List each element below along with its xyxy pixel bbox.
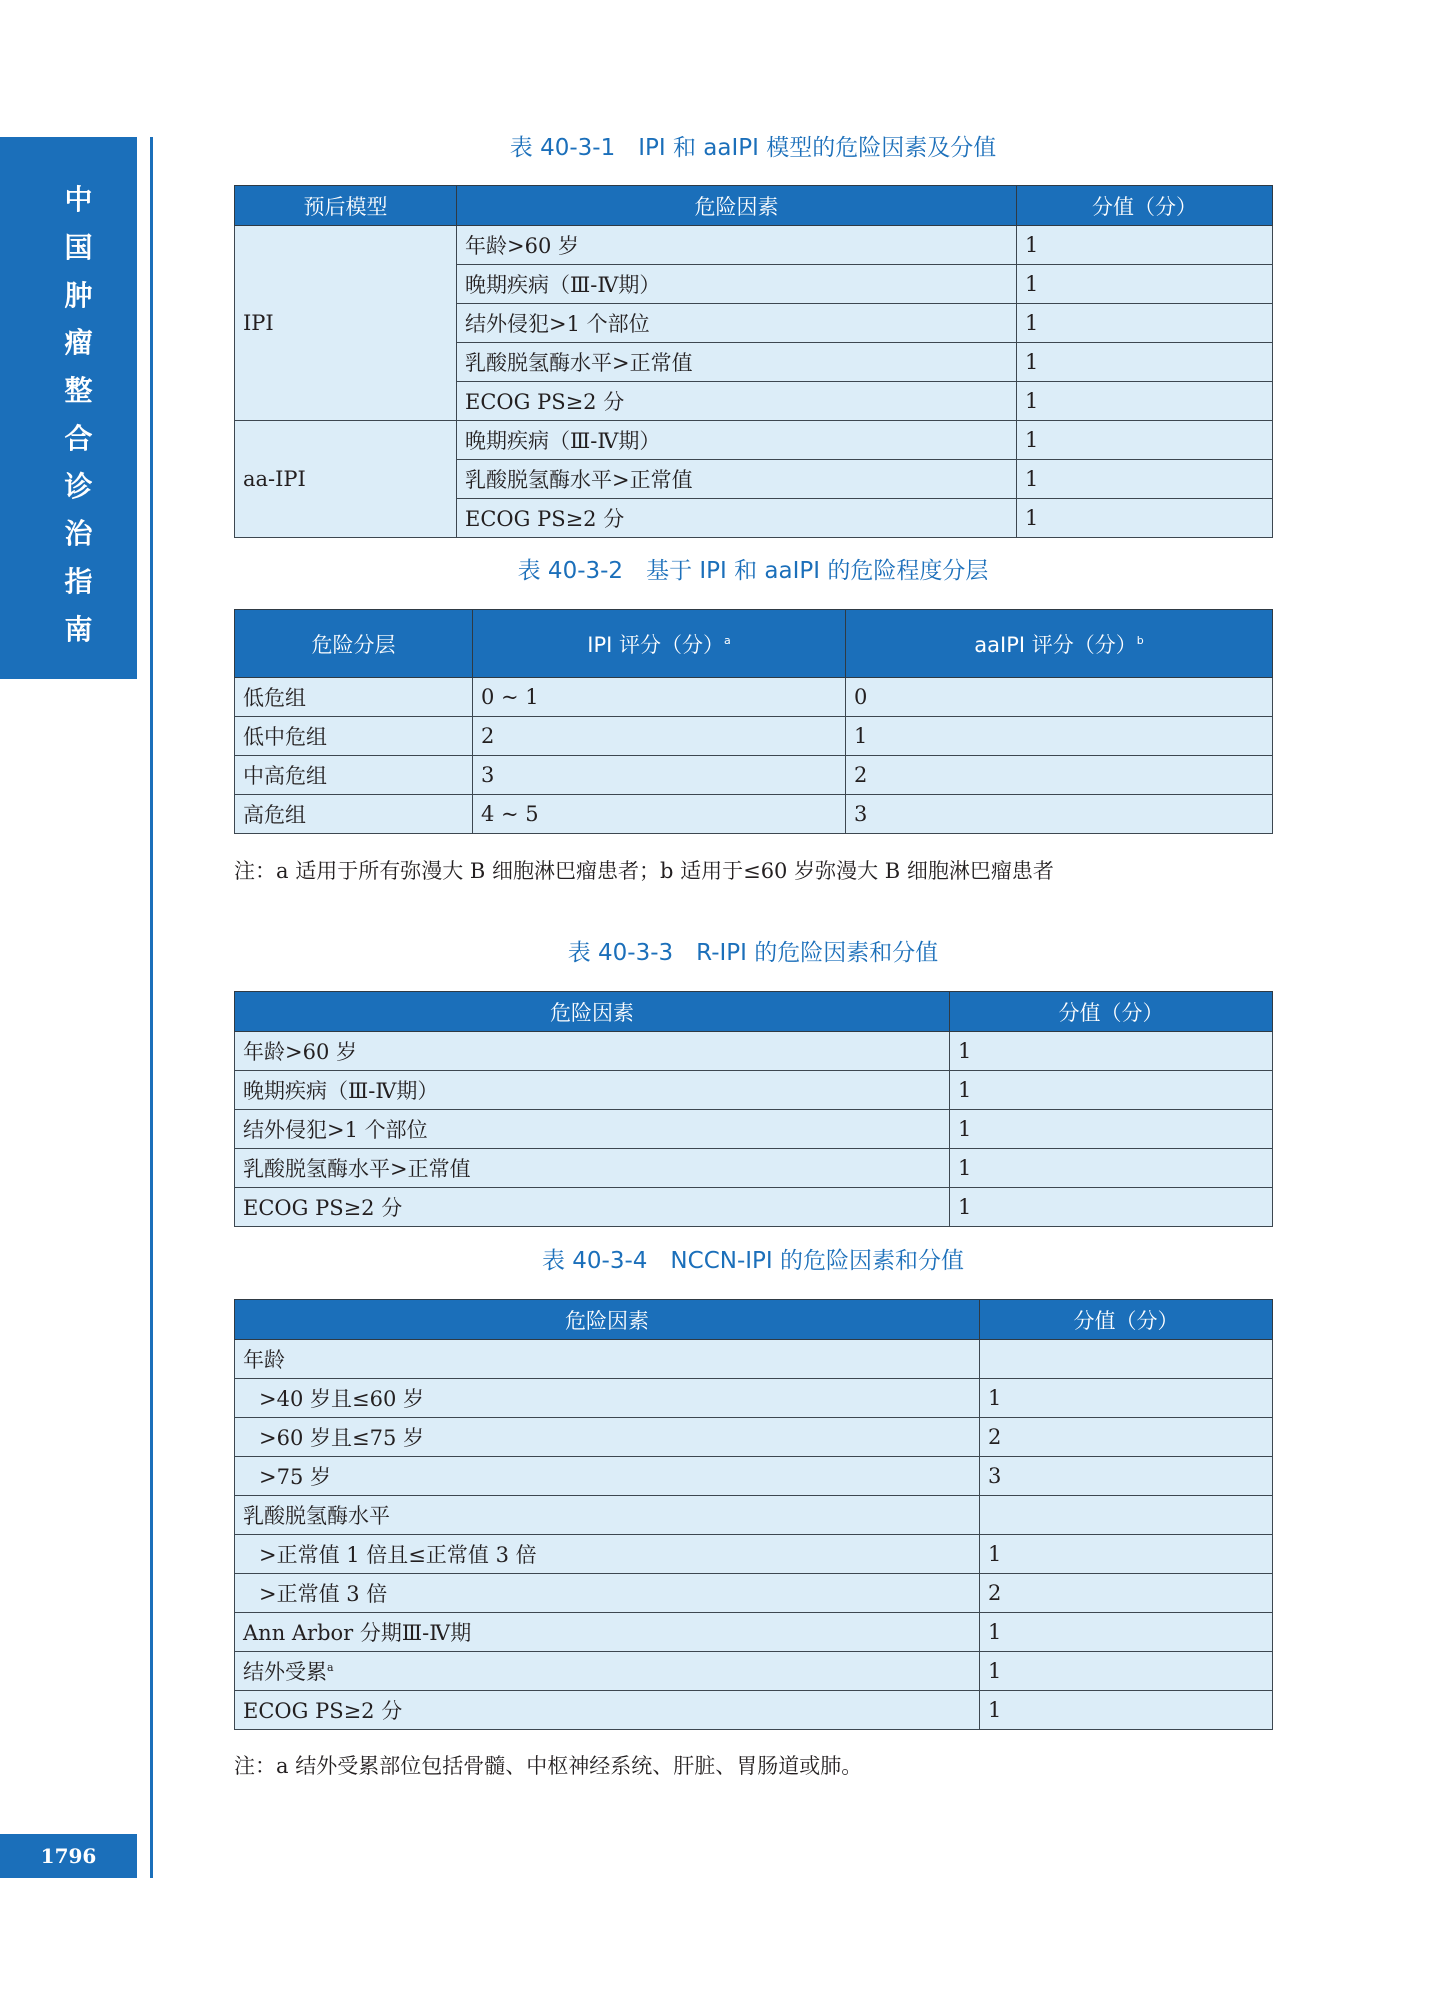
table-row	[235, 1071, 1273, 1110]
table4-factor-text: >40 岁且≤60 岁	[259, 1387, 424, 1411]
table3-header-factor: 危险因素	[235, 992, 950, 1032]
table-row	[235, 1613, 1273, 1652]
table-row	[235, 1149, 1273, 1188]
page-number: 1796	[0, 1834, 137, 1878]
table4-factor-cell	[235, 1340, 980, 1379]
table1-factor-cell: 晚期疾病（Ⅲ-Ⅳ期）	[457, 421, 1017, 460]
table1-factor-cell: 晚期疾病（Ⅲ-Ⅳ期）	[457, 265, 1017, 304]
table4-factor-cell	[235, 1652, 980, 1691]
table2-cell: 低危组	[235, 678, 473, 717]
table2-header-0	[235, 610, 473, 678]
table2-header-2	[846, 610, 1273, 678]
table-row	[235, 1457, 1273, 1496]
table3-cell: 1	[950, 1110, 1273, 1149]
table1-score-cell: 1	[1017, 226, 1273, 265]
table1-score-cell: 1	[1017, 382, 1273, 421]
table2-cell: 4 ~ 5	[473, 795, 846, 834]
table2-header-label: IPI 评分（分）	[587, 632, 724, 657]
table1-factor-cell: 结外侵犯>1 个部位	[457, 304, 1017, 343]
table1-model-cell: aa-IPI	[235, 421, 457, 538]
table3-cell: 晚期疾病（Ⅲ-Ⅳ期）	[235, 1071, 950, 1110]
book-title-char: 中	[64, 183, 93, 216]
table4-score-cell: 3	[980, 1457, 1273, 1496]
table4-factor-cell	[235, 1496, 980, 1535]
table-row	[235, 1691, 1273, 1730]
table4-header-score: 分值（分）	[980, 1300, 1273, 1340]
table1-ipi-aaipi	[234, 185, 1273, 538]
table3-cell: 年龄>60 岁	[235, 1032, 950, 1071]
table-row	[235, 1340, 1273, 1379]
table-row	[235, 1188, 1273, 1227]
table1-score-cell: 1	[1017, 343, 1273, 382]
table4-factor-text: >75 岁	[259, 1465, 331, 1489]
table3-caption: 表 40-3-3 R-IPI 的危险因素和分值	[567, 940, 939, 966]
table3-cell: 1	[950, 1188, 1273, 1227]
table-row	[235, 1535, 1273, 1574]
table2-cell: 中高危组	[235, 756, 473, 795]
table-row	[235, 1574, 1273, 1613]
book-title-char: 指	[64, 565, 93, 599]
table1-factor-cell: ECOG PS≥2 分	[457, 499, 1017, 538]
table4-score-cell: 1	[980, 1379, 1273, 1418]
table-row	[235, 1418, 1273, 1457]
book-title-char: 南	[64, 612, 93, 646]
table-row	[235, 226, 1273, 265]
table3-header-score: 分值（分）	[950, 992, 1273, 1032]
book-title-char: 国	[64, 230, 93, 264]
table-row	[235, 1379, 1273, 1418]
table1-score-cell: 1	[1017, 304, 1273, 343]
table2-header-sup: a	[723, 633, 731, 647]
table1-factor-cell: 年龄>60 岁	[457, 226, 1017, 265]
table-row	[235, 1652, 1273, 1691]
table4-caption: 表 40-3-4 NCCN-IPI 的危险因素和分值	[541, 1248, 965, 1274]
table4-score-cell: 1	[980, 1613, 1273, 1652]
table4-score-cell	[980, 1340, 1273, 1379]
table4-header-factor: 危险因素	[235, 1300, 980, 1340]
table1-caption: 表 40-3-1 IPI 和 aaIPI 模型的危险因素及分值	[509, 135, 997, 161]
table4-score-cell: 2	[980, 1418, 1273, 1457]
table2-header-1	[473, 610, 846, 678]
table4-score-cell: 1	[980, 1652, 1273, 1691]
table-row	[235, 717, 1273, 756]
table-row	[235, 795, 1273, 834]
table1-factor-cell: ECOG PS≥2 分	[457, 382, 1017, 421]
book-title-char: 整	[64, 374, 93, 408]
table4-factor-text: Ann Arbor 分期Ⅲ-Ⅳ期	[243, 1621, 472, 1645]
table1-header-score: 分值（分）	[1017, 186, 1273, 226]
table4-factor-text: >正常值 3 倍	[259, 1582, 388, 1606]
table4-factor-cell	[235, 1418, 980, 1457]
table-row	[235, 1496, 1273, 1535]
book-title-char: 合	[64, 421, 93, 455]
table3-cell: 1	[950, 1032, 1273, 1071]
table1-score-cell: 1	[1017, 499, 1273, 538]
table3-cell: 1	[950, 1071, 1273, 1110]
table2-note: 注：a 适用于所有弥漫大 B 细胞淋巴瘤患者；b 适用于≤60 岁弥漫大 B 细胞淋巴瘤患者	[234, 859, 1054, 883]
table4-factor-sup: a	[327, 1661, 334, 1674]
table-row	[235, 1110, 1273, 1149]
table3-cell: 1	[950, 1149, 1273, 1188]
table4-score-cell: 1	[980, 1691, 1273, 1730]
table1-score-cell: 1	[1017, 265, 1273, 304]
table2-header-label: 危险分层	[311, 632, 396, 657]
table2-caption: 表 40-3-2 基于 IPI 和 aaIPI 的危险程度分层	[517, 558, 989, 584]
table1-factor-cell: 乳酸脱氢酶水平>正常值	[457, 460, 1017, 499]
table2-cell: 低中危组	[235, 717, 473, 756]
table-row	[235, 1032, 1273, 1071]
table2-cell: 3	[473, 756, 846, 795]
table4-score-cell	[980, 1496, 1273, 1535]
table1-factor-cell: 乳酸脱氢酶水平>正常值	[457, 343, 1017, 382]
table4-note: 注：a 结外受累部位包括骨髓、中枢神经系统、肝脏、胃肠道或肺。	[234, 1754, 863, 1778]
table1-model-cell: IPI	[235, 226, 457, 421]
table1-header-factor: 危险因素	[457, 186, 1017, 226]
table4-factor-text: 年龄	[243, 1348, 285, 1372]
table3-cell: 结外侵犯>1 个部位	[235, 1110, 950, 1149]
table2-header-label: aaIPI 评分（分）	[974, 632, 1137, 657]
table3-ripi	[234, 991, 1273, 1227]
book-title-vertical	[0, 185, 157, 645]
table2-header-sup: b	[1136, 633, 1144, 647]
table3-cell: 乳酸脱氢酶水平>正常值	[235, 1149, 950, 1188]
table2-cell: 2	[473, 717, 846, 756]
table4-factor-text: 乳酸脱氢酶水平	[243, 1504, 390, 1528]
table4-factor-cell	[235, 1574, 980, 1613]
book-title-char: 诊	[64, 469, 93, 503]
table1-score-cell: 1	[1017, 460, 1273, 499]
table2-cell: 0	[846, 678, 1273, 717]
table4-score-cell: 1	[980, 1535, 1273, 1574]
table4-factor-cell	[235, 1457, 980, 1496]
table2-cell: 高危组	[235, 795, 473, 834]
table2-risk-stratification	[234, 609, 1273, 834]
table-row	[235, 678, 1273, 717]
book-title-char: 瘤	[64, 326, 93, 360]
table-row	[235, 756, 1273, 795]
table2-cell: 0 ~ 1	[473, 678, 846, 717]
table2-cell: 3	[846, 795, 1273, 834]
table4-factor-text: ECOG PS≥2 分	[243, 1699, 403, 1723]
book-title-char: 治	[64, 517, 93, 551]
table-row	[235, 421, 1273, 460]
table4-factor-text: 结外受累	[243, 1660, 327, 1684]
table2-cell: 1	[846, 717, 1273, 756]
table4-nccn-ipi	[234, 1299, 1273, 1730]
book-title-char: 肿	[64, 278, 93, 312]
table4-score-cell: 2	[980, 1574, 1273, 1613]
table3-cell: ECOG PS≥2 分	[235, 1188, 950, 1227]
table4-factor-cell	[235, 1379, 980, 1418]
table4-factor-cell	[235, 1691, 980, 1730]
table4-factor-text: >60 岁且≤75 岁	[259, 1426, 424, 1450]
table1-header-model: 预后模型	[235, 186, 457, 226]
table1-score-cell: 1	[1017, 421, 1273, 460]
sidebar-divider-line	[150, 137, 153, 1878]
table2-cell: 2	[846, 756, 1273, 795]
table4-factor-cell	[235, 1535, 980, 1574]
table4-factor-cell	[235, 1613, 980, 1652]
table4-factor-text: >正常值 1 倍且≤正常值 3 倍	[259, 1543, 537, 1567]
